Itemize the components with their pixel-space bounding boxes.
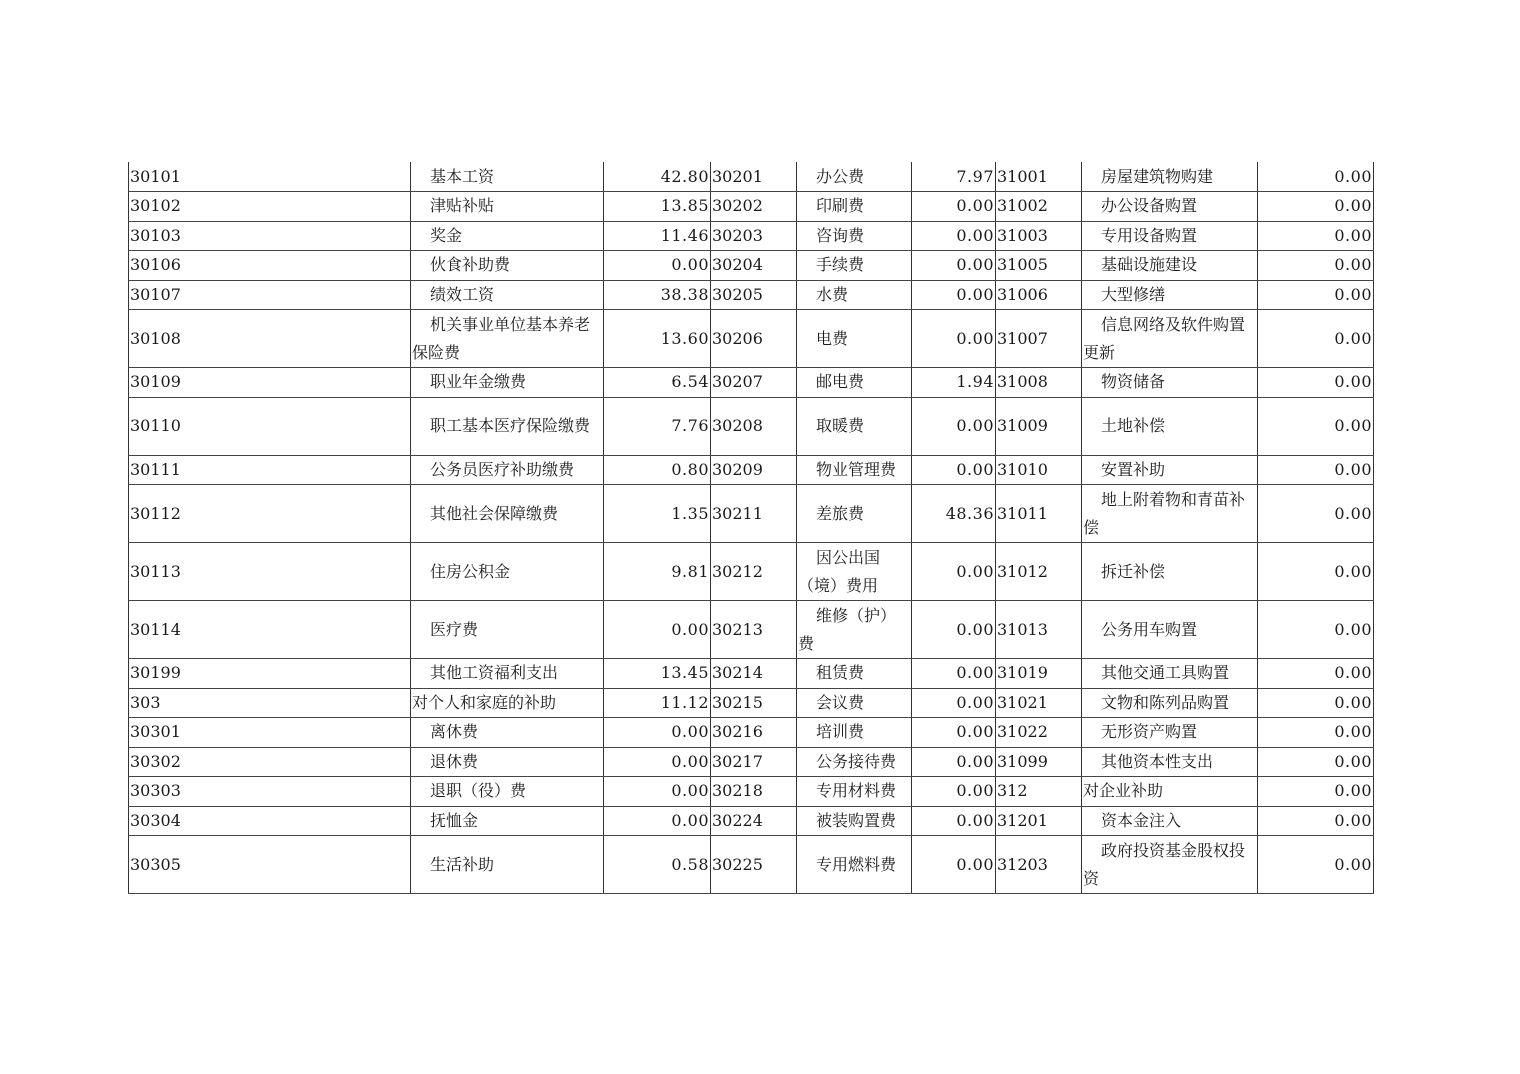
amount-cell: 0.00 — [912, 543, 996, 601]
code-cell: 31021 — [996, 688, 1082, 718]
table-row — [129, 485, 1374, 543]
amount-cell: 0.00 — [912, 777, 996, 807]
code-cell: 31002 — [996, 192, 1082, 222]
amount-cell: 0.00 — [604, 601, 711, 659]
item-name-cell: 绩效工资 — [411, 280, 604, 310]
table-row — [129, 777, 1374, 807]
amount-cell: 0.00 — [912, 251, 996, 281]
table-row — [129, 310, 1374, 368]
item-name-cell: 安置补助 — [1082, 455, 1258, 485]
item-name-cell: 对企业补助 — [1082, 777, 1258, 807]
code-cell: 312 — [996, 777, 1082, 807]
amount-cell: 11.46 — [604, 221, 711, 251]
item-name-cell: 因公出国（境）费用 — [797, 543, 912, 601]
code-cell: 30208 — [711, 397, 797, 455]
amount-cell: 0.00 — [912, 718, 996, 748]
amount-cell: 13.85 — [604, 192, 711, 222]
table-row — [129, 806, 1374, 836]
item-name-cell: 租赁费 — [797, 659, 912, 689]
code-cell: 30224 — [711, 806, 797, 836]
code-cell: 30107 — [129, 280, 411, 310]
code-cell: 30211 — [711, 485, 797, 543]
code-cell: 31203 — [996, 836, 1082, 894]
code-cell: 30302 — [129, 747, 411, 777]
table-row — [129, 747, 1374, 777]
amount-cell: 0.00 — [912, 397, 996, 455]
amount-cell: 0.00 — [1258, 280, 1374, 310]
amount-cell: 1.35 — [604, 485, 711, 543]
code-cell: 31009 — [996, 397, 1082, 455]
amount-cell: 0.58 — [604, 836, 711, 894]
code-cell: 31099 — [996, 747, 1082, 777]
code-cell: 31003 — [996, 221, 1082, 251]
code-cell: 31013 — [996, 601, 1082, 659]
item-name-cell: 职工基本医疗保险缴费 — [411, 397, 604, 455]
item-name-cell: 资本金注入 — [1082, 806, 1258, 836]
code-cell: 30204 — [711, 251, 797, 281]
table-row — [129, 718, 1374, 748]
code-cell: 31010 — [996, 455, 1082, 485]
item-name-cell: 会议费 — [797, 688, 912, 718]
amount-cell: 42.80 — [604, 162, 711, 192]
item-name-cell: 培训费 — [797, 718, 912, 748]
code-cell: 30109 — [129, 368, 411, 398]
item-name-cell: 职业年金缴费 — [411, 368, 604, 398]
code-cell: 30217 — [711, 747, 797, 777]
code-cell: 30215 — [711, 688, 797, 718]
table-row — [129, 455, 1374, 485]
amount-cell: 0.00 — [912, 747, 996, 777]
code-cell: 30218 — [711, 777, 797, 807]
amount-cell: 48.36 — [912, 485, 996, 543]
amount-cell: 0.00 — [1258, 806, 1374, 836]
item-name-cell: 维修（护）费 — [797, 601, 912, 659]
code-cell: 31022 — [996, 718, 1082, 748]
code-cell: 30114 — [129, 601, 411, 659]
item-name-cell: 专用材料费 — [797, 777, 912, 807]
amount-cell: 0.00 — [1258, 221, 1374, 251]
item-name-cell: 伙食补助费 — [411, 251, 604, 281]
code-cell: 30205 — [711, 280, 797, 310]
item-name-cell: 医疗费 — [411, 601, 604, 659]
amount-cell: 0.00 — [912, 836, 996, 894]
amount-cell: 0.00 — [604, 777, 711, 807]
code-cell: 30199 — [129, 659, 411, 689]
code-cell: 30213 — [711, 601, 797, 659]
amount-cell: 38.38 — [604, 280, 711, 310]
code-cell: 31019 — [996, 659, 1082, 689]
code-cell: 31001 — [996, 162, 1082, 192]
amount-cell: 13.60 — [604, 310, 711, 368]
amount-cell: 0.00 — [604, 806, 711, 836]
amount-cell: 6.54 — [604, 368, 711, 398]
table-row — [129, 601, 1374, 659]
amount-cell: 0.00 — [912, 455, 996, 485]
item-name-cell: 住房公积金 — [411, 543, 604, 601]
item-name-cell: 文物和陈列品购置 — [1082, 688, 1258, 718]
code-cell: 30206 — [711, 310, 797, 368]
amount-cell: 0.00 — [1258, 659, 1374, 689]
item-name-cell: 抚恤金 — [411, 806, 604, 836]
code-cell: 30209 — [711, 455, 797, 485]
amount-cell: 0.00 — [604, 718, 711, 748]
amount-cell: 0.00 — [1258, 397, 1374, 455]
amount-cell: 0.00 — [912, 601, 996, 659]
amount-cell: 9.81 — [604, 543, 711, 601]
code-cell: 31008 — [996, 368, 1082, 398]
code-cell: 31011 — [996, 485, 1082, 543]
item-name-cell: 地上附着物和青苗补偿 — [1082, 485, 1258, 543]
code-cell: 31012 — [996, 543, 1082, 601]
amount-cell: 0.00 — [1258, 601, 1374, 659]
table-row — [129, 688, 1374, 718]
code-cell: 30111 — [129, 455, 411, 485]
code-cell: 30304 — [129, 806, 411, 836]
item-name-cell: 生活补助 — [411, 836, 604, 894]
amount-cell: 0.00 — [912, 659, 996, 689]
code-cell: 31201 — [996, 806, 1082, 836]
code-cell: 30301 — [129, 718, 411, 748]
amount-cell: 0.00 — [1258, 836, 1374, 894]
code-cell: 30303 — [129, 777, 411, 807]
code-cell: 31006 — [996, 280, 1082, 310]
table-row — [129, 251, 1374, 281]
code-cell: 30216 — [711, 718, 797, 748]
code-cell: 30201 — [711, 162, 797, 192]
amount-cell: 13.45 — [604, 659, 711, 689]
item-name-cell: 基础设施建设 — [1082, 251, 1258, 281]
item-name-cell: 津贴补贴 — [411, 192, 604, 222]
expenditure-table — [128, 162, 1374, 894]
item-name-cell: 退职（役）费 — [411, 777, 604, 807]
item-name-cell: 大型修缮 — [1082, 280, 1258, 310]
amount-cell: 0.00 — [1258, 543, 1374, 601]
item-name-cell: 无形资产购置 — [1082, 718, 1258, 748]
item-name-cell: 专用设备购置 — [1082, 221, 1258, 251]
amount-cell: 0.00 — [604, 747, 711, 777]
amount-cell: 0.00 — [1258, 192, 1374, 222]
amount-cell: 0.80 — [604, 455, 711, 485]
item-name-cell: 公务用车购置 — [1082, 601, 1258, 659]
amount-cell: 11.12 — [604, 688, 711, 718]
item-name-cell: 对个人和家庭的补助 — [411, 688, 604, 718]
item-name-cell: 办公设备购置 — [1082, 192, 1258, 222]
amount-cell: 0.00 — [1258, 162, 1374, 192]
table-row — [129, 192, 1374, 222]
item-name-cell: 其他交通工具购置 — [1082, 659, 1258, 689]
item-name-cell: 电费 — [797, 310, 912, 368]
item-name-cell: 专用燃料费 — [797, 836, 912, 894]
item-name-cell: 物资储备 — [1082, 368, 1258, 398]
table-row — [129, 368, 1374, 398]
code-cell: 30110 — [129, 397, 411, 455]
code-cell: 30202 — [711, 192, 797, 222]
code-cell: 30102 — [129, 192, 411, 222]
amount-cell: 0.00 — [1258, 718, 1374, 748]
code-cell: 30108 — [129, 310, 411, 368]
code-cell: 30101 — [129, 162, 411, 192]
amount-cell: 7.97 — [912, 162, 996, 192]
item-name-cell: 政府投资基金股权投资 — [1082, 836, 1258, 894]
table-row — [129, 543, 1374, 601]
amount-cell: 0.00 — [1258, 747, 1374, 777]
item-name-cell: 办公费 — [797, 162, 912, 192]
item-name-cell: 信息网络及软件购置更新 — [1082, 310, 1258, 368]
code-cell: 30103 — [129, 221, 411, 251]
amount-cell: 7.76 — [604, 397, 711, 455]
item-name-cell: 房屋建筑物购建 — [1082, 162, 1258, 192]
item-name-cell: 土地补偿 — [1082, 397, 1258, 455]
item-name-cell: 基本工资 — [411, 162, 604, 192]
amount-cell: 0.00 — [604, 251, 711, 281]
code-cell: 30112 — [129, 485, 411, 543]
amount-cell: 0.00 — [912, 688, 996, 718]
code-cell: 30203 — [711, 221, 797, 251]
code-cell: 30225 — [711, 836, 797, 894]
item-name-cell: 邮电费 — [797, 368, 912, 398]
amount-cell: 0.00 — [1258, 688, 1374, 718]
table-row — [129, 836, 1374, 894]
code-cell: 30212 — [711, 543, 797, 601]
code-cell: 30106 — [129, 251, 411, 281]
code-cell: 30305 — [129, 836, 411, 894]
amount-cell: 0.00 — [1258, 251, 1374, 281]
code-cell: 31005 — [996, 251, 1082, 281]
amount-cell: 1.94 — [912, 368, 996, 398]
item-name-cell: 物业管理费 — [797, 455, 912, 485]
amount-cell: 0.00 — [912, 192, 996, 222]
table-row — [129, 162, 1374, 192]
item-name-cell: 离休费 — [411, 718, 604, 748]
item-name-cell: 手续费 — [797, 251, 912, 281]
code-cell: 30113 — [129, 543, 411, 601]
code-cell: 31007 — [996, 310, 1082, 368]
amount-cell: 0.00 — [912, 310, 996, 368]
item-name-cell: 其他工资福利支出 — [411, 659, 604, 689]
item-name-cell: 公务员医疗补助缴费 — [411, 455, 604, 485]
table-row — [129, 221, 1374, 251]
item-name-cell: 咨询费 — [797, 221, 912, 251]
item-name-cell: 公务接待费 — [797, 747, 912, 777]
amount-cell: 0.00 — [912, 280, 996, 310]
amount-cell: 0.00 — [1258, 368, 1374, 398]
table-body — [129, 162, 1374, 894]
item-name-cell: 差旅费 — [797, 485, 912, 543]
code-cell: 303 — [129, 688, 411, 718]
item-name-cell: 水费 — [797, 280, 912, 310]
table-row — [129, 397, 1374, 455]
code-cell: 30207 — [711, 368, 797, 398]
item-name-cell: 机关事业单位基本养老保险费 — [411, 310, 604, 368]
amount-cell: 0.00 — [912, 221, 996, 251]
item-name-cell: 退休费 — [411, 747, 604, 777]
item-name-cell: 取暖费 — [797, 397, 912, 455]
amount-cell: 0.00 — [1258, 455, 1374, 485]
table-row — [129, 659, 1374, 689]
item-name-cell: 奖金 — [411, 221, 604, 251]
amount-cell: 0.00 — [1258, 777, 1374, 807]
item-name-cell: 被装购置费 — [797, 806, 912, 836]
amount-cell: 0.00 — [1258, 310, 1374, 368]
amount-cell: 0.00 — [912, 806, 996, 836]
item-name-cell: 其他资本性支出 — [1082, 747, 1258, 777]
code-cell: 30214 — [711, 659, 797, 689]
item-name-cell: 其他社会保障缴费 — [411, 485, 604, 543]
amount-cell: 0.00 — [1258, 485, 1374, 543]
item-name-cell: 印刷费 — [797, 192, 912, 222]
table-row — [129, 280, 1374, 310]
item-name-cell: 拆迁补偿 — [1082, 543, 1258, 601]
